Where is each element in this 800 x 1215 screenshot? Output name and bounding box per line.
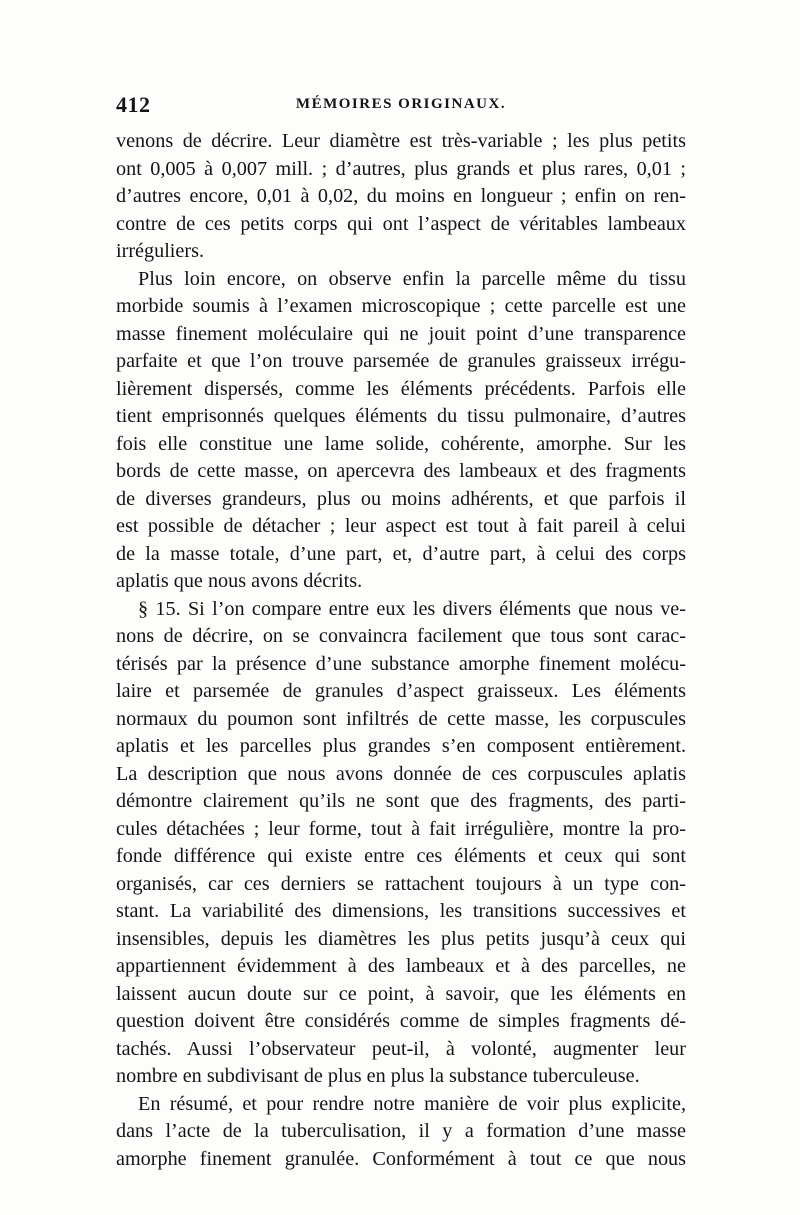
text-line: nombre en subdivisant de plus en plus la substance tuberculeuse. [116,1065,640,1087]
text-line: appartiennent évidemment à des lambeaux et à des parcelles, ne [116,955,686,977]
text-line: lièrement dispersés, comme les éléments précédents. Parfois elle [116,377,686,400]
text-line: organisés, car ces derniers se rattachent toujours à un type con- [116,872,686,895]
text-line: de diverses grandeurs, plus ou moins adhérents, et que parfois il [116,487,686,510]
text-line: contre de ces petits corps qui ont l’aspect de véritables lambeaux [116,212,686,235]
text-line: insensibles, depuis les diamètres les plus petits jusqu’à ceux qui [116,927,686,950]
text-line: parfaite et que l’on trouve parsemée de granules graisseux irrégu- [116,350,686,372]
text-line: question doivent être considérés comme de simples fragments dé- [116,1010,686,1032]
text-line: Plus loin encore, on observe enfin la parcelle même du tissu [138,267,686,290]
text-line: nons de décrire, on se convaincra facilement que tous sont carac- [116,625,686,647]
text-line: morbide soumis à l’examen microscopique ; cette parcelle est une [116,295,686,317]
text-line: La description que nous avons donnée de ces corpuscules aplatis [116,762,686,785]
text-line: laire et parsemée de granules d’aspect graisseux. Les éléments [116,680,686,702]
text-line: venons de décrire. Leur diamètre est très-variable ; les plus petits [116,130,686,152]
text-line: est possible de détacher ; leur aspect est tout à fait pareil à celui [116,515,686,537]
text-line: térisés par la présence d’une substance amorphe finement molécu- [116,652,686,675]
text-line: masse finement moléculaire qui ne jouit point d’une transparence [116,322,686,345]
text-line: stant. La variabilité des dimensions, les transitions successives et [116,900,686,922]
text-line: normaux du poumon sont infiltrés de cette masse, les corpuscules [116,707,686,730]
text-line: § 15. Si l’on compare entre eux les divers éléments que nous ve- [138,597,686,620]
page-number: 412 [116,92,151,117]
running-head: MÉMOIRES ORIGINAUX. [295,96,507,112]
text-line: fois elle constitue une lame solide, cohérente, amorphe. Sur les [116,432,686,455]
body-text [116,128,686,1173]
text-line: bords de cette masse, on apercevra des lambeaux et des fragments [116,460,686,482]
text-line: aplatis que nous avons décrits. [116,570,363,592]
text-line: cules détachées ; leur forme, tout à fait irrégulière, montre la pro- [116,817,686,840]
text-line: aplatis et les parcelles plus grandes s’en composent entièrement. [116,735,686,757]
text-line: irréguliers. [116,240,205,262]
text-line: ont 0,005 à 0,007 mill. ; d’autres, plus grands et plus rares, 0,01 ; [116,157,686,180]
text-line: amorphe finement granulée. Conformément à tout ce que nous [116,1147,686,1170]
text-line: laissent aucun doute sur ce point, à savoir, que les éléments en [116,982,686,1005]
text-line: démontre clairement qu’ils ne sont que des fragments, des parti- [116,790,686,812]
text-line: de la masse totale, d’une part, et, d’autre part, à celui des corps [116,542,686,565]
text-line: tachés. Aussi l’observateur peut-il, à volonté, augmenter leur [116,1037,686,1060]
text-line: dans l’acte de la tuberculisation, il y a formation d’une masse [116,1120,686,1142]
page-header [116,92,686,124]
text-line: En résumé, et pour rendre notre manière de voir plus explicite, [138,1092,686,1115]
text-line: tient emprisonnés quelques éléments du tissu pulmonaire, d’autres [116,405,686,427]
text-line: d’autres encore, 0,01 à 0,02, du moins en longueur ; enfin on ren- [116,185,686,207]
text-line: fonde différence qui existe entre ces éléments et ceux qui sont [116,845,686,867]
